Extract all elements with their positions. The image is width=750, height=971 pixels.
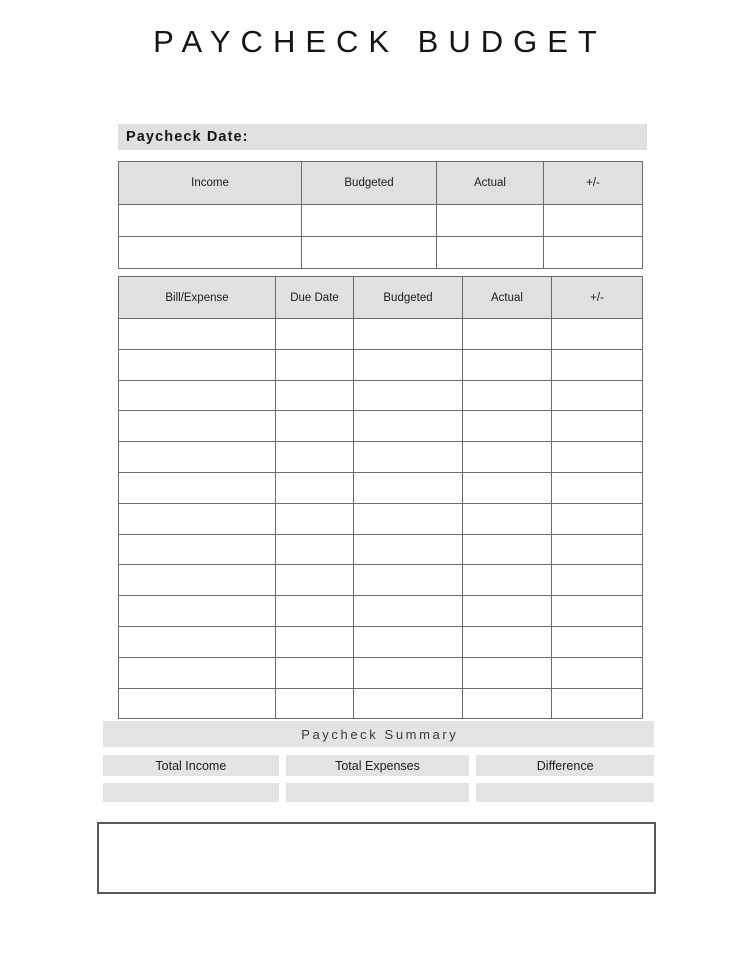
page-title: PAYCHECK BUDGET	[153, 24, 607, 59]
expense-cell[interactable]	[276, 565, 354, 596]
expense-cell[interactable]	[354, 442, 463, 473]
expense-cell[interactable]	[276, 442, 354, 473]
expense-cell[interactable]	[463, 565, 552, 596]
table-row	[119, 534, 643, 565]
expense-cell[interactable]	[119, 626, 276, 657]
income-cell[interactable]	[544, 205, 643, 237]
expense-cell[interactable]	[552, 319, 643, 350]
table-row	[119, 565, 643, 596]
income-cell[interactable]	[437, 237, 544, 269]
expense-cell[interactable]	[463, 349, 552, 380]
expense-cell[interactable]	[463, 472, 552, 503]
expense-cell[interactable]	[552, 442, 643, 473]
expense-cell[interactable]	[276, 380, 354, 411]
expense-cell[interactable]	[119, 442, 276, 473]
expense-cell[interactable]	[276, 472, 354, 503]
expense-cell[interactable]	[276, 503, 354, 534]
income-col-actual: Actual	[437, 162, 544, 205]
income-col-budgeted: Budgeted	[302, 162, 437, 205]
expense-col-bill: Bill/Expense	[119, 277, 276, 319]
table-row	[119, 472, 643, 503]
table-row	[119, 657, 643, 688]
expense-cell[interactable]	[276, 657, 354, 688]
income-table-header-row	[119, 162, 643, 205]
expense-cell[interactable]	[119, 411, 276, 442]
expense-cell[interactable]	[119, 380, 276, 411]
expense-cell[interactable]	[354, 380, 463, 411]
expense-cell[interactable]	[552, 688, 643, 719]
table-row	[119, 626, 643, 657]
table-row	[119, 349, 643, 380]
expense-cell[interactable]	[354, 319, 463, 350]
expense-cell[interactable]	[276, 411, 354, 442]
expense-cell[interactable]	[463, 657, 552, 688]
summary-value-total-expenses[interactable]	[286, 783, 470, 802]
expense-cell[interactable]	[463, 503, 552, 534]
expense-cell[interactable]	[276, 319, 354, 350]
expense-cell[interactable]	[552, 596, 643, 627]
paycheck-summary-title: Paycheck Summary	[103, 721, 654, 747]
expense-cell[interactable]	[354, 349, 463, 380]
table-row	[119, 205, 643, 237]
table-row	[119, 503, 643, 534]
table-row	[119, 319, 643, 350]
expense-cell[interactable]	[354, 534, 463, 565]
expense-cell[interactable]	[276, 688, 354, 719]
notes-box[interactable]	[97, 822, 656, 894]
summary-value-row	[103, 783, 654, 802]
income-cell[interactable]	[119, 205, 302, 237]
income-table	[118, 161, 643, 269]
income-col-income: Income	[119, 162, 302, 205]
expense-cell[interactable]	[463, 596, 552, 627]
expense-cell[interactable]	[552, 349, 643, 380]
expense-cell[interactable]	[276, 626, 354, 657]
expense-cell[interactable]	[354, 411, 463, 442]
income-cell[interactable]	[119, 237, 302, 269]
expense-cell[interactable]	[463, 319, 552, 350]
expense-cell[interactable]	[463, 380, 552, 411]
expense-cell[interactable]	[119, 319, 276, 350]
expense-cell[interactable]	[119, 534, 276, 565]
income-col-difference: +/-	[544, 162, 643, 205]
income-cell[interactable]	[544, 237, 643, 269]
expense-cell[interactable]	[552, 534, 643, 565]
expense-cell[interactable]	[552, 472, 643, 503]
expense-table	[118, 276, 643, 719]
expense-cell[interactable]	[463, 626, 552, 657]
table-row	[119, 596, 643, 627]
expense-col-due-date: Due Date	[276, 277, 354, 319]
expense-table-body	[119, 319, 643, 719]
expense-cell[interactable]	[276, 349, 354, 380]
income-cell[interactable]	[437, 205, 544, 237]
expense-cell[interactable]	[354, 657, 463, 688]
expense-cell[interactable]	[276, 596, 354, 627]
summary-label-total-income: Total Income	[103, 755, 279, 776]
expense-table-header-row	[119, 277, 643, 319]
expense-cell[interactable]	[119, 596, 276, 627]
expense-cell[interactable]	[354, 565, 463, 596]
expense-cell[interactable]	[119, 688, 276, 719]
paycheck-date-field[interactable]	[118, 124, 647, 150]
table-row	[119, 688, 643, 719]
expense-cell[interactable]	[354, 596, 463, 627]
table-row	[119, 442, 643, 473]
expense-cell[interactable]	[552, 626, 643, 657]
income-cell[interactable]	[302, 205, 437, 237]
expense-cell[interactable]	[119, 349, 276, 380]
expense-cell[interactable]	[463, 534, 552, 565]
expense-col-budgeted: Budgeted	[354, 277, 463, 319]
expense-cell[interactable]	[463, 688, 552, 719]
table-row	[119, 237, 643, 269]
summary-value-total-income[interactable]	[103, 783, 279, 802]
expense-cell[interactable]	[552, 380, 643, 411]
expense-cell[interactable]	[463, 442, 552, 473]
expense-cell[interactable]	[552, 565, 643, 596]
summary-label-difference: Difference	[476, 755, 654, 776]
summary-label-total-expenses: Total Expenses	[286, 755, 470, 776]
expense-cell[interactable]	[354, 626, 463, 657]
table-row	[119, 380, 643, 411]
expense-cell[interactable]	[119, 503, 276, 534]
expense-cell[interactable]	[119, 657, 276, 688]
expense-cell[interactable]	[119, 565, 276, 596]
expense-cell[interactable]	[119, 472, 276, 503]
expense-cell[interactable]	[354, 503, 463, 534]
expense-cell[interactable]	[354, 472, 463, 503]
summary-label-row	[103, 755, 654, 776]
expense-cell[interactable]	[276, 534, 354, 565]
expense-cell[interactable]	[552, 503, 643, 534]
expense-cell[interactable]	[552, 657, 643, 688]
table-row	[119, 411, 643, 442]
paycheck-date-label: Paycheck Date:	[126, 129, 249, 145]
expense-cell[interactable]	[552, 411, 643, 442]
expense-col-difference: +/-	[552, 277, 643, 319]
expense-cell[interactable]	[463, 411, 552, 442]
summary-value-difference[interactable]	[476, 783, 654, 802]
expense-cell[interactable]	[354, 688, 463, 719]
expense-col-actual: Actual	[463, 277, 552, 319]
income-cell[interactable]	[302, 237, 437, 269]
